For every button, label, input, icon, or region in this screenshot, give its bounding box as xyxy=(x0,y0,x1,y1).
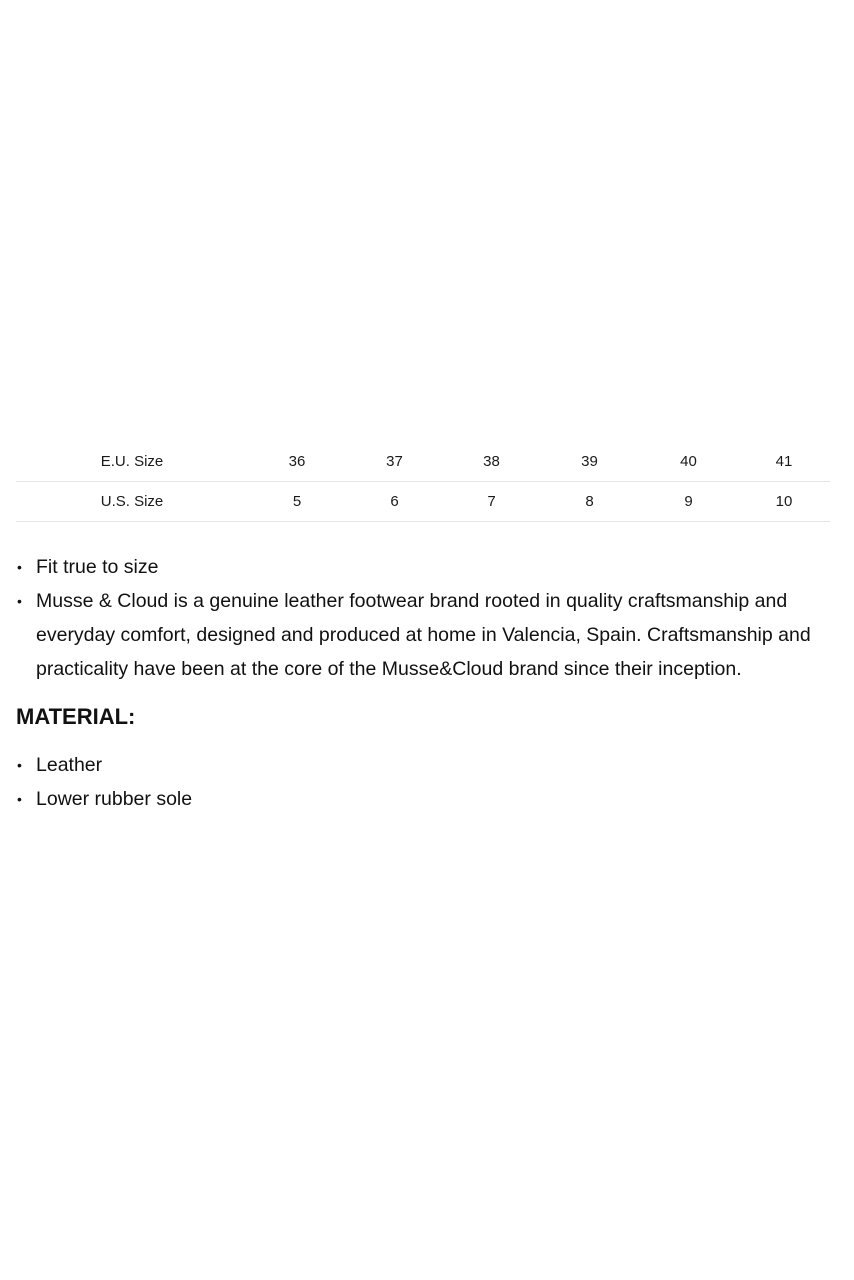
list-item xyxy=(16,550,826,584)
material-heading: MATERIAL: xyxy=(16,704,136,729)
product-description xyxy=(16,550,826,816)
list-item-text: Fit true to size xyxy=(36,556,159,578)
list-item-text: Leather xyxy=(36,754,103,776)
size-chart-table xyxy=(16,442,830,522)
bullet-icon: • xyxy=(17,791,22,807)
list-item xyxy=(16,584,826,686)
size-row-eu xyxy=(16,442,830,482)
size-cell: 10 xyxy=(738,482,830,522)
size-row-us xyxy=(16,482,830,522)
size-cell: 40 xyxy=(639,442,738,482)
list-item xyxy=(16,748,826,782)
list-item-text: Musse & Cloud is a genuine leather footwear brand rooted in quality craftsmanship and everyday comfort, designed and produced at home in Valencia, Spain. Craftsmanship and practicality have been at the core of the Musse&Cloud brand since their inception. xyxy=(36,590,811,680)
bullet-icon: • xyxy=(17,757,22,773)
size-cell: 39 xyxy=(540,442,639,482)
size-cell: 36 xyxy=(248,442,346,482)
details-list xyxy=(16,550,826,686)
size-row-label: E.U. Size xyxy=(16,442,248,482)
size-cell: 6 xyxy=(346,482,443,522)
size-cell: 41 xyxy=(738,442,830,482)
size-cell: 37 xyxy=(346,442,443,482)
list-item-text: Lower rubber sole xyxy=(36,788,193,810)
size-cell: 38 xyxy=(443,442,540,482)
size-cell: 9 xyxy=(639,482,738,522)
size-cell: 7 xyxy=(443,482,540,522)
bullet-icon: • xyxy=(17,593,22,609)
size-cell: 5 xyxy=(248,482,346,522)
size-cell: 8 xyxy=(540,482,639,522)
list-item xyxy=(16,782,826,816)
bullet-icon: • xyxy=(17,559,22,575)
size-row-label: U.S. Size xyxy=(16,482,248,522)
material-list xyxy=(16,748,826,816)
